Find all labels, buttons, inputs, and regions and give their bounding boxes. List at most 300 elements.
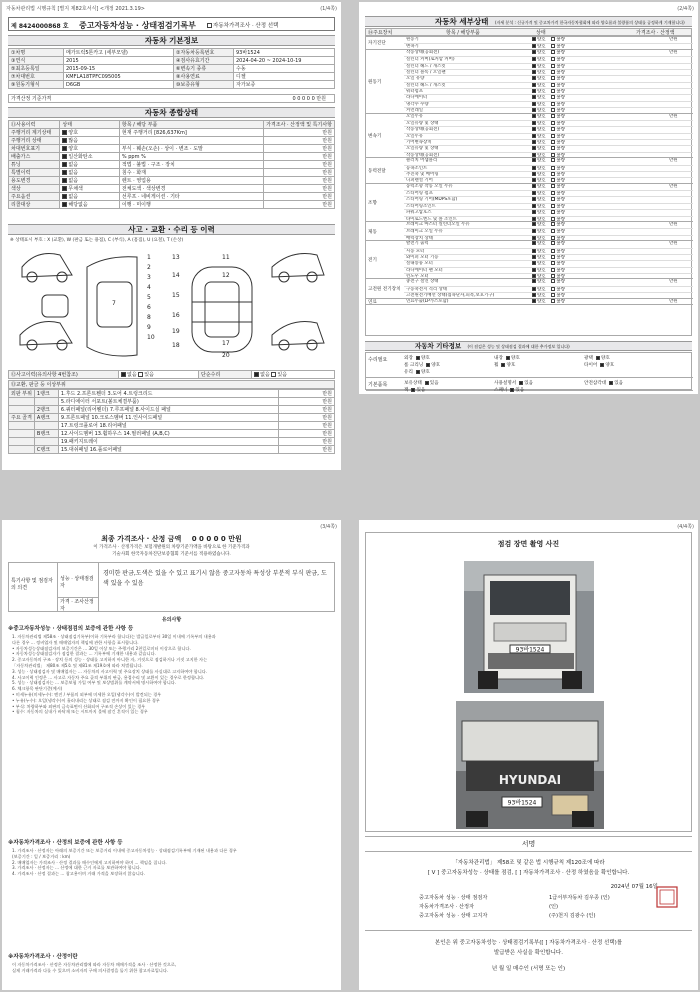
checkbox[interactable] [532, 108, 536, 112]
parts-items: 12.사이드멤버 13.휠하우스 14.필러패널 (A,B,C) [58, 430, 278, 438]
detail-item: 고전원전기배선 상태(접속단자,피복,보호기구) [406, 293, 495, 299]
checkbox[interactable] [416, 356, 420, 360]
checkbox[interactable] [532, 172, 536, 176]
signer-row [419, 894, 689, 903]
diagram-number: 20 [222, 352, 230, 359]
checkbox[interactable] [551, 140, 555, 144]
checkbox[interactable] [551, 166, 555, 170]
detail-item: 윈도우 모터 [406, 274, 429, 280]
checkbox[interactable] [532, 83, 536, 87]
checkbox[interactable] [62, 130, 67, 135]
checkbox[interactable] [138, 372, 143, 377]
detail-item: 디퍼렌셜 기어 [406, 178, 433, 184]
checkbox[interactable] [551, 146, 555, 150]
checkbox[interactable] [532, 166, 536, 170]
checkbox[interactable] [551, 249, 555, 253]
checkbox[interactable] [532, 217, 536, 221]
special-notes [8, 562, 335, 612]
parts-row [9, 398, 335, 406]
parts-row [9, 406, 335, 414]
signer-role: 중고자동차 성능 · 상태 고지자 [419, 913, 488, 919]
etc-item: 내장 양호 [494, 356, 520, 361]
parts-unit: 만원 [278, 438, 334, 446]
checkbox[interactable] [551, 255, 555, 259]
summary-unit: 만원 [264, 161, 335, 169]
detail-item: 클러치 어셈블리 [406, 158, 438, 164]
seal-stamp [656, 886, 678, 908]
parts-rank [34, 398, 58, 406]
checkbox[interactable] [551, 50, 555, 54]
notes-list-2 [12, 848, 332, 928]
parts-group [9, 430, 35, 438]
checkbox[interactable] [532, 134, 536, 138]
checkbox[interactable] [551, 121, 555, 125]
checkbox[interactable] [121, 372, 126, 377]
checkbox[interactable] [532, 210, 536, 214]
section-name: 제동 [368, 229, 377, 235]
checkbox[interactable] [551, 127, 555, 131]
parts-unit: 만원 [278, 414, 334, 422]
checkbox[interactable] [551, 268, 555, 272]
checkbox[interactable] [551, 261, 555, 265]
checkbox[interactable] [207, 23, 212, 28]
signer-name: (인) [549, 904, 559, 910]
summary-item: 색상 [9, 185, 60, 193]
parts-items: 5.라디에이터 서포트(볼트체결부품) [58, 398, 278, 406]
summary-item: 배출가스 [9, 153, 60, 161]
checkbox[interactable] [519, 381, 523, 385]
note-line: • 누유(누수): 오일(냉각수)이 흘러내리는 상태로 점검 전까지 확인이 필요한 경우 [12, 697, 160, 703]
checkbox[interactable] [551, 172, 555, 176]
checkbox[interactable] [532, 158, 536, 162]
parts-group [9, 398, 35, 406]
detail-item: 실린더 헤드 / 개스킷 [406, 63, 446, 69]
parts-items: 15.대쉬패널 16.플로어패널 [58, 446, 278, 454]
summary-detail: 적법 · 불법 · 구조 · 장치 [119, 161, 263, 169]
diagram-number: 17 [222, 340, 230, 347]
etc-item: 스패너 있음 [494, 388, 525, 393]
note-line: 1. 자동차관리법 제58조 · 상태점검기록부(이하 기록부라 합니다)는 발급일로부터 30일 이내에 기록부의 내용과 [12, 634, 216, 639]
receipt-text-3: 년 월 일 매수인 (서명 또는 인) [491, 966, 566, 972]
summary-unit: 만원 [264, 185, 335, 193]
detail-row [404, 299, 693, 305]
detail-state: 양호 불량 [532, 178, 565, 183]
summary-detail: 선루프 · 네비게이션 · 기타 [119, 193, 263, 201]
checkbox[interactable] [532, 255, 536, 259]
note-line: (보증기간 : 일 / 보증거리 : km) [12, 853, 71, 859]
detail-item: 시동 모터 [406, 248, 425, 254]
etc-group-name: 기본품목 [368, 382, 388, 388]
summary-unit: 만원 [264, 193, 335, 201]
plate-text-1: 93바1524 [515, 646, 545, 654]
basic-label: ④검사유효기간 [174, 57, 234, 65]
car-side-left-top [22, 254, 72, 278]
parts-rank [34, 438, 58, 446]
price-base-row [8, 94, 335, 103]
diagram-number: 12 [222, 272, 230, 279]
checkbox[interactable] [532, 50, 536, 54]
basic-value: 2024-04-20 ~ 2024-10-19 [234, 57, 335, 65]
checkbox[interactable] [506, 356, 510, 360]
diagram-number: 10 [147, 334, 155, 341]
checkbox[interactable] [551, 279, 555, 283]
detail-state: 양호 불량 [532, 89, 565, 94]
basic-value: 2015 [64, 57, 174, 65]
checkbox[interactable] [551, 44, 555, 48]
note-line: • 침수: 자동차의 실내가 바닥재 또는 시트까지 물에 잠긴 흔적이 있는 경우 [12, 709, 148, 715]
checkbox[interactable] [551, 204, 555, 208]
summary-row [9, 153, 335, 161]
basic-value: 메가트럭5톤카고 (세부모델) [64, 49, 174, 57]
checkbox[interactable] [532, 236, 536, 240]
checkbox[interactable] [532, 153, 536, 157]
checkbox[interactable] [62, 138, 67, 143]
page-number: (1/4쪽) [320, 6, 337, 12]
summary-state: 일산화탄소 [60, 153, 120, 161]
checkbox[interactable] [62, 194, 67, 199]
title-row [8, 17, 335, 31]
note-line: • 부식: 차량하부와 외판의 금속표면이 산화되어 구조적 손상이 있는 경우 [12, 703, 146, 709]
detail-state: 양호 불량 [532, 236, 565, 241]
checkbox[interactable] [62, 186, 67, 191]
checkbox[interactable] [551, 114, 555, 118]
checkbox[interactable] [416, 370, 420, 374]
detail-state: 양호 불량 [532, 279, 565, 285]
checkbox[interactable] [551, 134, 555, 138]
price-base-label: 가격산정 기준가격 [11, 96, 52, 102]
detail-state: 양호 불량 [532, 299, 565, 305]
accident-band: 사고 · 교환 · 수리 등 이력 [8, 224, 335, 235]
checkbox[interactable] [551, 191, 555, 195]
detail-item: 브레이크 오일 누유 [406, 229, 443, 235]
summary-state: 양호 [60, 145, 120, 153]
detail-unit: 만원 [669, 49, 678, 55]
checkbox[interactable] [551, 76, 555, 80]
checkbox[interactable] [551, 153, 555, 157]
summary-state: 해당없음 [60, 201, 120, 209]
special-label: 특기사항 및 점검자의 의견 [11, 578, 53, 591]
accident-legend: ※ 상태표시 부호 : X (교환), W (판금 또는 용접), C (부식), A (흠집), U (요철), T (손상) [10, 238, 184, 243]
parts-rank: 1랭크 [34, 390, 58, 398]
detail-state: 양호 불량 [532, 153, 565, 158]
notes-band: 유의사항 [161, 617, 182, 623]
checkbox[interactable] [551, 197, 555, 201]
checkbox[interactable] [551, 102, 555, 106]
checkbox[interactable] [551, 184, 555, 188]
parts-rank [34, 422, 58, 430]
diagram-number: 3 [147, 274, 151, 281]
final-note-2: 기술사회 한국자동차진단보증협회 기준서를 적용하였습니다. [112, 552, 231, 557]
summary-detail: % ppm % [119, 153, 263, 161]
summary-unit: 만원 [264, 201, 335, 209]
checkbox[interactable] [62, 146, 67, 151]
checkbox[interactable] [62, 170, 67, 175]
checkbox[interactable] [532, 249, 536, 253]
detail-state: 양호 불량 [532, 134, 565, 139]
summary-state: 무채색 [60, 185, 120, 193]
summary-col-header: 항목 / 해당 부품 [119, 121, 263, 129]
checkbox[interactable] [532, 57, 536, 61]
basic-value: 2015-09-15 [64, 65, 174, 73]
detail-state: 양호 불량 [532, 255, 565, 260]
checkbox[interactable] [551, 293, 555, 297]
checkbox[interactable] [532, 121, 536, 125]
detail-state: 양호 불량 [532, 146, 565, 151]
page-number: (3/4쪽) [320, 524, 337, 530]
detail-unit: 만원 [669, 298, 678, 304]
certificate-number: 제 8424000868 호 [11, 23, 69, 30]
page-4 [359, 520, 698, 990]
checkbox[interactable] [532, 279, 536, 283]
parts-unit: 만원 [278, 390, 334, 398]
summary-state: 많음 [60, 137, 120, 145]
detail-state: 양호 불량 [532, 57, 565, 62]
checkbox[interactable] [532, 140, 536, 144]
note-line: 다른 경우 ... 정비업자 및 매매업자의 책임에 관한 사항을 표시합니다. [12, 639, 139, 645]
summary-detail [119, 137, 263, 145]
checkbox[interactable] [62, 178, 67, 183]
checkbox[interactable] [551, 83, 555, 87]
detail-state: 양호 불량 [532, 166, 565, 171]
checkbox[interactable] [62, 154, 67, 159]
notes-heading-3: ※자동차가격조사 · 산정이란 [8, 954, 78, 960]
detail-item: 브레이크 마스터 실린더오일 누유 [406, 222, 470, 228]
checkbox[interactable] [532, 146, 536, 150]
basic-row [9, 81, 335, 89]
detail-columns: ⑭주요장치 항목 / 해당부품 상태 가격조사 · 산정액 [365, 28, 692, 36]
detail-section [366, 114, 693, 159]
detail-item: 추진축 및 베어링 [406, 171, 439, 177]
detail-item: 작동상태(공회전) [406, 152, 440, 158]
notes-list-3 [12, 962, 332, 986]
note-line: 2. 중고자동차의 구조 · 장치 등의 성능 · 상태를 고지하지 아니한 자, 거짓으로 점검하거나 거짓 고지한 자는 [12, 657, 208, 663]
checkbox[interactable] [425, 381, 429, 385]
detail-unit: 만원 [669, 241, 678, 247]
note-line: 3. 가격조사 · 산정자는 ... 산정에 대한 근거 자료를 보관하여야 합니다. [12, 865, 142, 871]
etc-item: 안전삼각대 있음 [584, 381, 624, 386]
basic-value: 93바1524 [234, 49, 335, 57]
summary-item: 특별이력 [9, 169, 60, 177]
truck-front-photo [464, 561, 594, 693]
detail-section [366, 279, 693, 298]
detail-unit: 만원 [669, 222, 678, 228]
detail-unit: 만원 [669, 279, 678, 285]
parts-group [9, 422, 35, 430]
parts-row [9, 438, 335, 446]
parts-group: 외판 부위 [9, 390, 35, 398]
detail-item: 오일유량 및 상태 [406, 120, 439, 126]
basic-label: ⑦차대번호 [9, 73, 64, 81]
basic-label: ⑧사용연료 [174, 73, 234, 81]
checkbox[interactable] [551, 64, 555, 68]
signers [419, 894, 689, 921]
checkbox[interactable] [551, 89, 555, 93]
summary-item: 주행거리 계기상태 [9, 129, 60, 137]
checkbox[interactable] [551, 57, 555, 61]
section-name: 연료 [368, 299, 377, 305]
notes-list [12, 634, 332, 804]
detail-state: 양호 불량 [532, 127, 565, 132]
checkbox[interactable] [411, 388, 415, 392]
checkbox[interactable] [551, 222, 555, 226]
detail-item: 실린더 블록 / 오일팬 [406, 69, 446, 75]
car-diagram [12, 247, 332, 367]
special-text: 경미한 판금,도색은 있을 수 있고 표기시 않음 중고자동차 특성상 부분적 부식 판금, 도색 있을 수 있음 [103, 570, 327, 587]
detail-state: 양호 불량 [532, 70, 565, 75]
checkbox[interactable] [551, 158, 555, 162]
detail-item: 발전기 출력 [406, 241, 429, 247]
detail-band: 자동차 세부상태 (자세 분석 : 신규가격 및 중고차가격 한국자동차협회에 따라 양호품과 불량품의 상태를 공정하게 기재합니다) [365, 16, 692, 27]
checkbox[interactable] [532, 102, 536, 106]
detail-unit: 만원 [669, 37, 678, 42]
checkbox[interactable] [532, 114, 536, 118]
checkbox[interactable] [62, 162, 67, 167]
diagram-number: 7 [112, 300, 116, 307]
section-name: 변속기 [368, 133, 382, 139]
checkbox[interactable] [551, 274, 555, 278]
summary-unit: 만원 [264, 169, 335, 177]
parts-rank: A랭크 [34, 414, 58, 422]
checkbox[interactable] [532, 204, 536, 208]
checkbox[interactable] [532, 191, 536, 195]
detail-state: 양호 불량 [532, 287, 565, 292]
detail-state: 양호 불량 [532, 210, 565, 215]
summary-row [9, 129, 335, 137]
note-line: 「자동차관리법」 제80조 제5호 및 제81조 제19호에 따라 처벌됩니다. [12, 662, 143, 668]
checkbox[interactable] [551, 241, 555, 245]
checkbox[interactable] [510, 388, 514, 392]
basic-label: ⑤최초등록일 [9, 65, 64, 73]
checkbox[interactable] [271, 372, 276, 377]
checkbox[interactable] [532, 127, 536, 131]
detail-item: 워터펌프 [406, 89, 423, 95]
detail-state: 양호 불량 [532, 197, 565, 202]
checkbox[interactable] [596, 356, 600, 360]
checkbox[interactable] [532, 293, 536, 297]
basic-row [9, 65, 335, 73]
checkbox[interactable] [62, 202, 67, 207]
diagram-number: 2 [147, 264, 151, 271]
detail-state: 양호 불량 [532, 184, 565, 190]
summary-row [9, 193, 335, 201]
detail-section [366, 37, 693, 50]
checkbox[interactable] [532, 229, 536, 233]
checkbox[interactable] [532, 241, 536, 245]
checkbox[interactable] [532, 37, 536, 41]
basic-row [9, 57, 335, 65]
basic-label: ②자동차등록번호 [174, 49, 234, 57]
detail-item: 실내송풍 모터 [406, 261, 433, 267]
photo-title: 점검 장면 촬영 사진 [497, 540, 560, 548]
detail-state: 양호 불량 [532, 204, 565, 209]
detail-state: 양호 불량 [532, 191, 565, 196]
section-name: 원동기 [368, 79, 382, 85]
detail-unit: 만원 [669, 113, 678, 119]
parts-unit: 만원 [278, 430, 334, 438]
checkbox[interactable] [551, 229, 555, 233]
summary-item: 용도변경 [9, 177, 60, 185]
checkbox[interactable] [551, 178, 555, 182]
checkbox[interactable] [501, 363, 505, 367]
basic-value: 디젤 [234, 73, 335, 81]
summary-item: 리콜대상 [9, 201, 60, 209]
page-2 [359, 2, 698, 394]
detail-state: 양호 불량 [532, 274, 565, 279]
detail-state: 양호 불량 [532, 158, 565, 164]
checkbox[interactable] [600, 363, 604, 367]
detail-state: 양호 불량 [532, 222, 565, 228]
section-name: 전기 [368, 258, 377, 264]
parts-rank: C랭크 [34, 446, 58, 454]
checkbox[interactable] [551, 108, 555, 112]
etc-item: 사용설명서 있음 [494, 381, 534, 386]
checkbox[interactable] [532, 274, 536, 278]
detail-item: 등속조인트 [406, 165, 428, 171]
note-line: 1. 가격조사 · 산정자는 아래의 보증기간 또는 보증거리 이내에 중고자동차성능 · 상태점검기록부에 기재된 내용과 다른 경우 [12, 848, 237, 853]
checkbox[interactable] [532, 178, 536, 182]
checkbox[interactable] [551, 37, 555, 41]
checkbox[interactable] [609, 381, 613, 385]
summary-row [9, 145, 335, 153]
detail-state: 양호 불량 [532, 249, 565, 254]
note-line: • 자동차성능상태점검자의 보증기간은 ... 30일 이상 또는 주행거리 2천킬로미터 이상으로 합니다. [12, 645, 191, 651]
checkbox[interactable] [551, 299, 555, 303]
checkbox[interactable] [532, 64, 536, 68]
checkbox[interactable] [532, 197, 536, 201]
checkbox[interactable] [551, 217, 555, 221]
basic-info-band: 자동차 기본정보 [8, 35, 335, 46]
checkbox[interactable] [532, 70, 536, 74]
detail-item: 스티어링 펌프 [406, 191, 433, 197]
detail-item: 커먼레일 [406, 108, 423, 114]
checkbox[interactable] [532, 299, 536, 303]
note-line: 6. 체크항목 판단기준(예시) [12, 686, 63, 692]
law-text-1: 「자동차관리법」 제58조 및 같은 법 시행규칙 제120조에 따라 [452, 860, 605, 866]
checkbox[interactable] [532, 184, 536, 188]
diagram-number: 15 [172, 292, 180, 299]
price-base-value: 0 0 0 0 0 만원 [292, 96, 326, 102]
checkbox[interactable] [532, 76, 536, 80]
checkbox[interactable] [426, 363, 430, 367]
detail-item: 작동상태(공회전) [406, 127, 440, 133]
checkbox[interactable] [532, 222, 536, 226]
summary-state: 없음 [60, 193, 120, 201]
checkbox[interactable] [532, 44, 536, 48]
diagram-number: 14 [172, 272, 180, 279]
parts-row [9, 430, 335, 438]
etc-band: 자동차 기타정보 (이 점검은 성능 및 상태점검 결과에 대한 추가정보 입니다) [365, 341, 692, 351]
detail-unit: 만원 [669, 183, 678, 189]
etc-item: 광택 양호 [584, 356, 610, 361]
basic-value: KMFLA18TPFC095005 [64, 73, 174, 81]
checkbox[interactable] [551, 236, 555, 240]
checkbox[interactable] [551, 287, 555, 291]
detail-item: 라디에이터 [406, 95, 428, 101]
checkbox[interactable] [551, 210, 555, 214]
checkbox[interactable] [551, 70, 555, 74]
checkbox[interactable] [254, 372, 259, 377]
checkbox[interactable] [532, 287, 536, 291]
checkbox[interactable] [532, 261, 536, 265]
checkbox[interactable] [551, 95, 555, 99]
checkbox[interactable] [532, 268, 536, 272]
summary-item: 튜닝 [9, 161, 60, 169]
parts-group: 주요 골격 [9, 414, 35, 422]
detail-item: 구동축전지 격리 상태 [406, 286, 447, 292]
checkbox[interactable] [532, 95, 536, 99]
checkbox[interactable] [532, 89, 536, 93]
detail-item: 원동기 [406, 37, 419, 42]
